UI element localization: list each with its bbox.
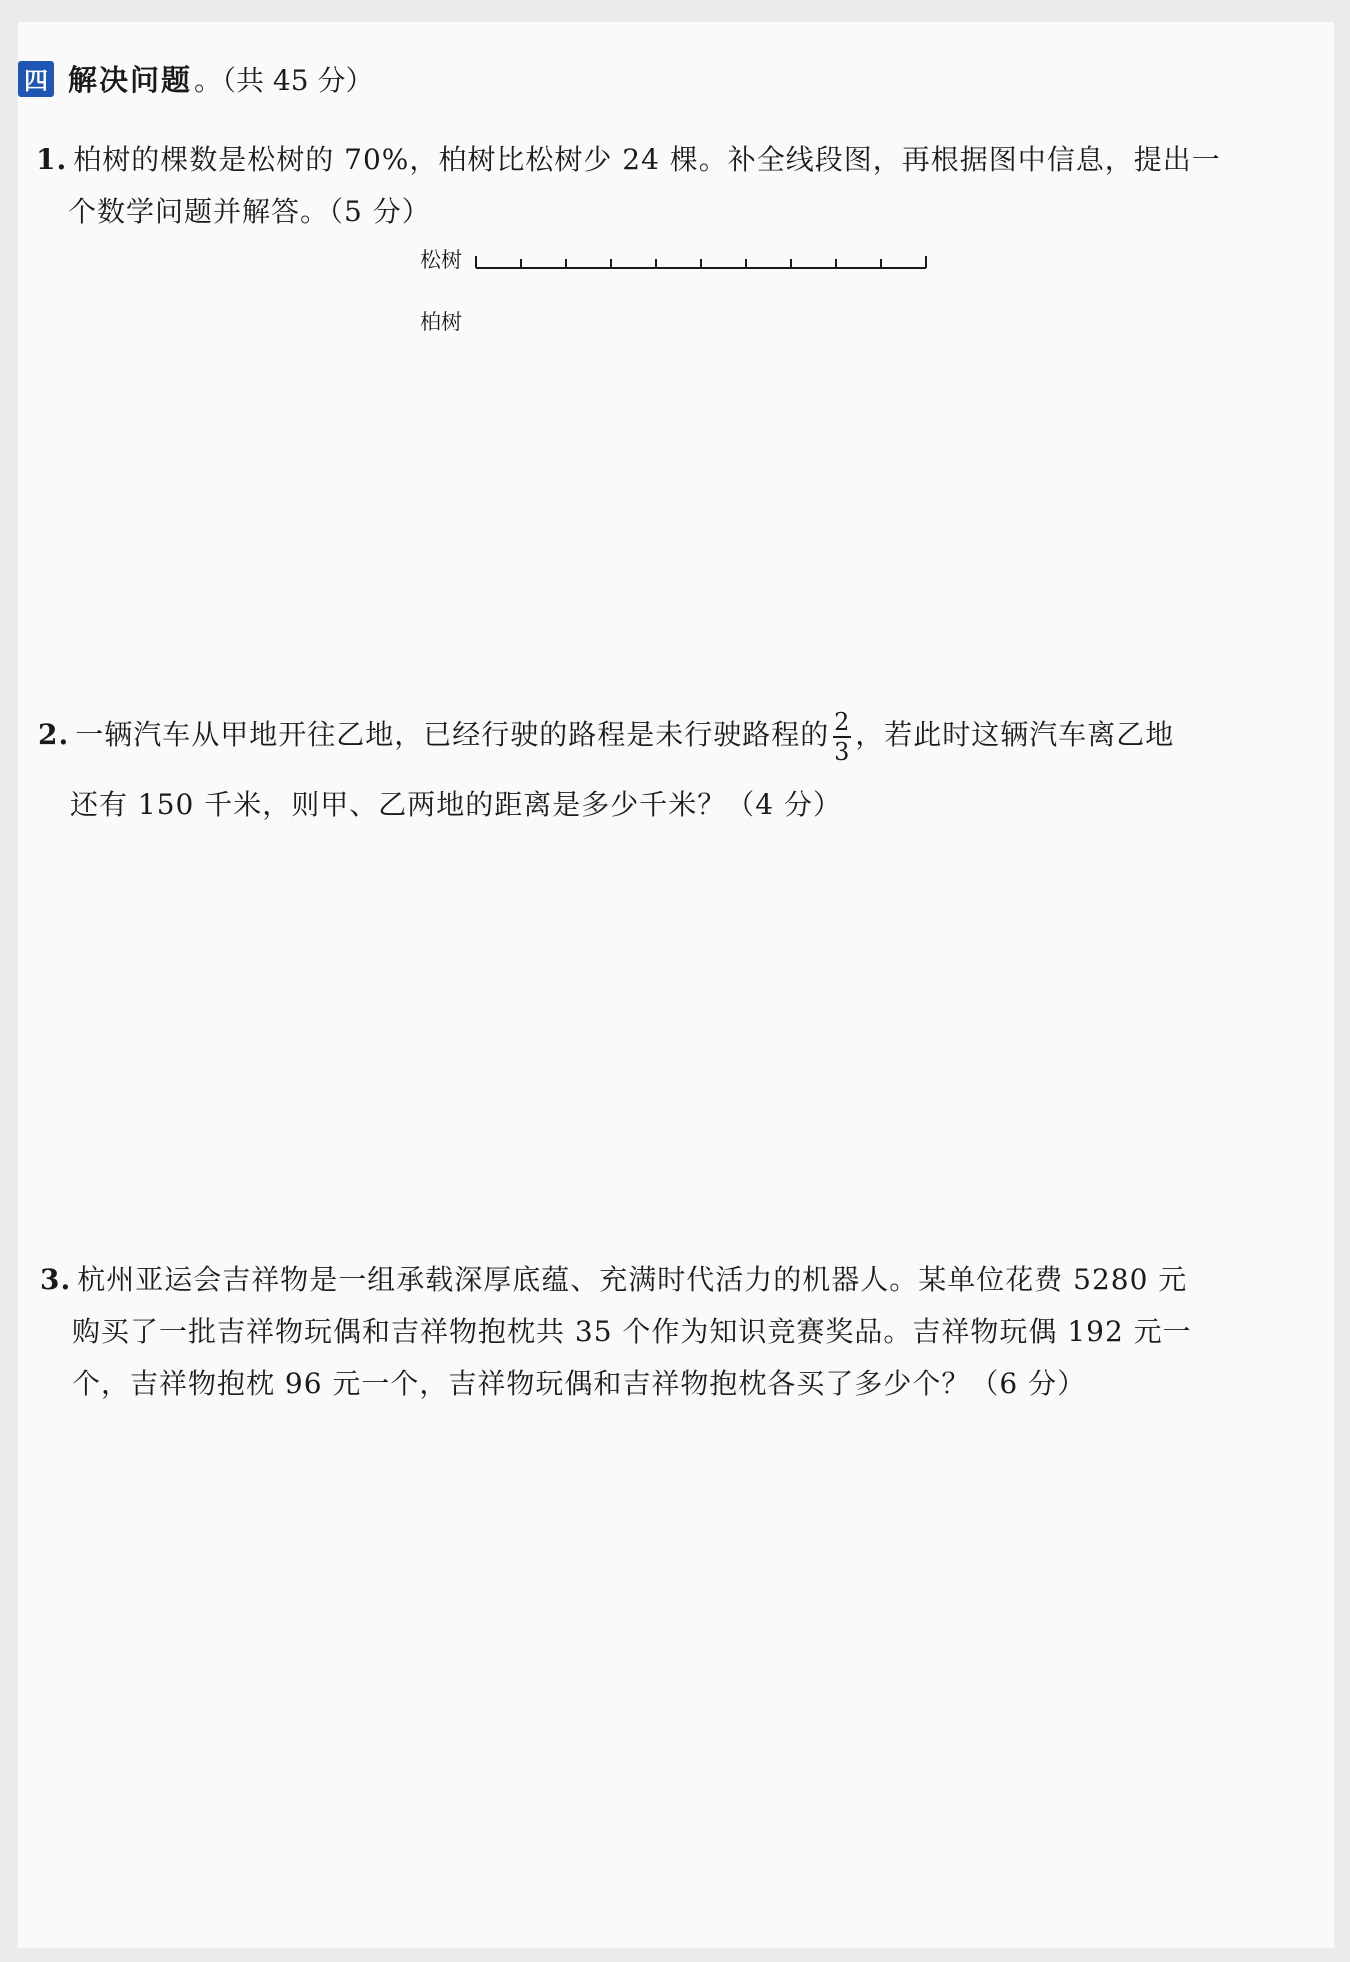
section-score: 。（共 45 分） xyxy=(194,63,374,97)
question-2 xyxy=(38,700,1328,840)
question-text-line: ，若此时这辆汽车离乙地 xyxy=(855,718,1175,751)
question-3 xyxy=(40,1254,1330,1410)
line-segment-diagram xyxy=(400,244,960,344)
section-number-badge: 四 xyxy=(18,61,54,97)
section-title: 解决问题 xyxy=(68,63,193,97)
question-text-line: 个，吉祥物抱枕 96 元一个，吉祥物玩偶和吉祥物抱枕各买了多少个？（6 分） xyxy=(72,1367,1087,1400)
question-number: 3. xyxy=(40,1263,72,1296)
question-1 xyxy=(36,134,1326,238)
pine-segment xyxy=(474,246,954,276)
section-header xyxy=(18,58,373,99)
question-text-line: 还有 150 千米，则甲、乙两地的距离是多少千米？（4 分） xyxy=(70,788,842,821)
pine-label: 松树 xyxy=(420,248,462,272)
question-text-line: 个数学问题并解答。（5 分） xyxy=(68,195,431,228)
question-number: 2. xyxy=(38,718,70,751)
question-text-line: 购买了一批吉祥物玩偶和吉祥物抱枕共 35 个作为知识竞赛奖品。吉祥物玩偶 192 元一 xyxy=(72,1315,1192,1348)
cypress-label: 柏树 xyxy=(420,310,462,334)
question-text-line: 柏树的棵数是松树的 70%，柏树比松树少 24 棵。补全线段图，再根据图中信息，提出一 xyxy=(73,143,1221,176)
fraction xyxy=(833,708,851,766)
question-text-line: 一辆汽车从甲地开往乙地，已经行驶的路程是未行驶路程的 xyxy=(75,718,830,751)
fraction-denominator: 3 xyxy=(834,737,851,766)
question-text-line: 杭州亚运会吉祥物是一组承载深厚底蕴、充满时代活力的机器人。某单位花费 5280 元 xyxy=(77,1263,1188,1296)
fraction-numerator: 2 xyxy=(834,707,851,736)
question-number: 1. xyxy=(36,143,68,176)
